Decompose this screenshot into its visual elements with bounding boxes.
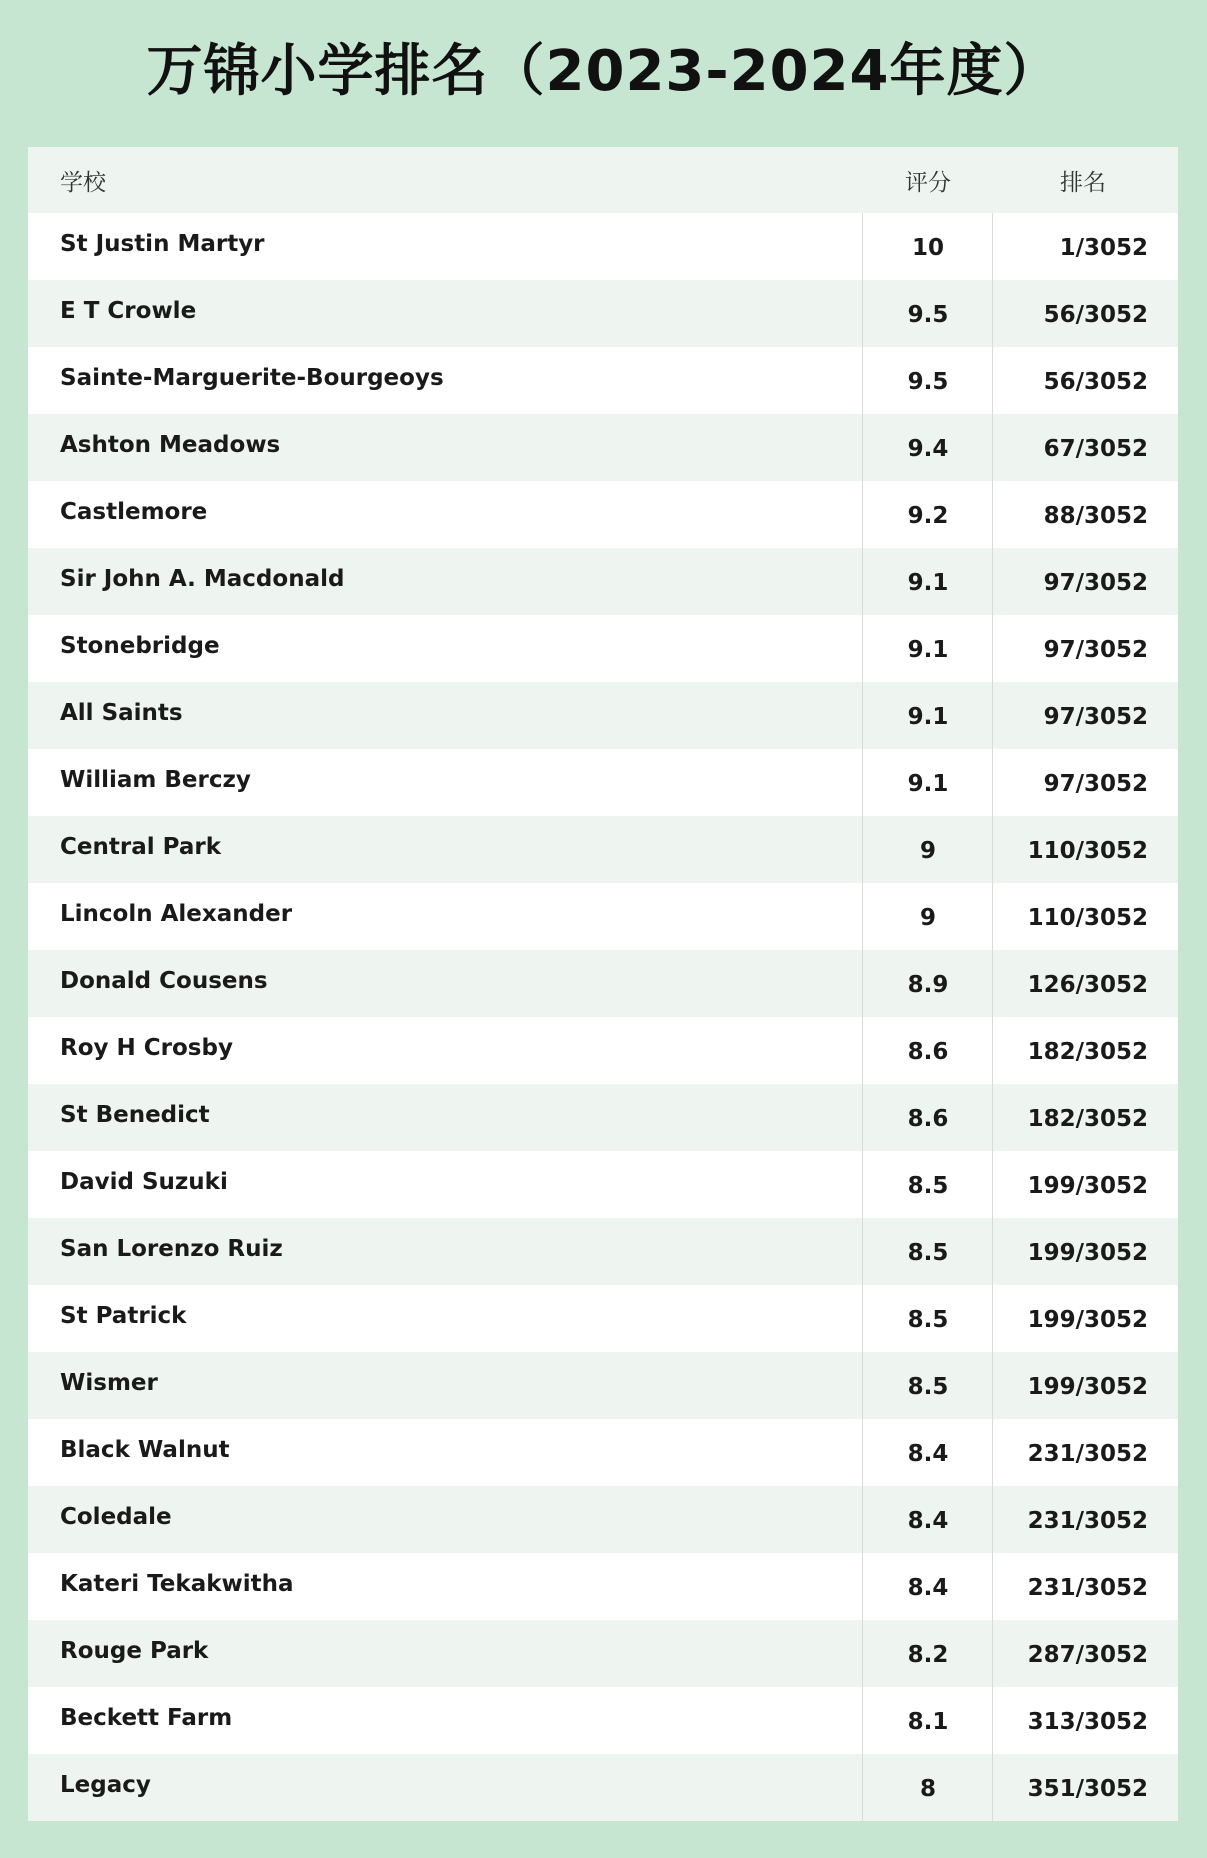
school-rank: 199/3052 (1027, 1374, 1148, 1400)
school-rank: 97/3052 (1043, 570, 1148, 596)
table-row (28, 414, 1178, 481)
school-score: 9.1 (907, 704, 949, 730)
table-row (28, 1084, 1178, 1151)
school-score: 8.5 (907, 1307, 949, 1333)
school-rank: 88/3052 (1043, 503, 1148, 529)
school-rank: 199/3052 (1027, 1173, 1148, 1199)
table-row (28, 548, 1178, 615)
school-name: St Benedict (60, 1102, 210, 1128)
header-score: 评分 (905, 169, 951, 196)
table-row (28, 682, 1178, 749)
school-name: Stonebridge (60, 633, 220, 659)
table-row (28, 347, 1178, 414)
table-row (28, 816, 1178, 883)
school-name: Ashton Meadows (60, 432, 281, 458)
school-score: 9 (919, 905, 936, 931)
table-row (28, 1419, 1178, 1486)
table-row (28, 1017, 1178, 1084)
school-score: 8.5 (907, 1374, 949, 1400)
school-score: 8.4 (907, 1441, 949, 1467)
school-name: Sainte-Marguerite-Bourgeoys (60, 365, 444, 391)
school-rank: 199/3052 (1027, 1240, 1148, 1266)
school-name: Wismer (60, 1370, 158, 1396)
school-rank: 67/3052 (1043, 436, 1148, 462)
school-name: St Patrick (60, 1303, 187, 1329)
table-row (28, 883, 1178, 950)
school-score: 10 (911, 235, 944, 261)
school-rank: 231/3052 (1027, 1575, 1148, 1601)
school-score: 8.5 (907, 1173, 949, 1199)
table-row (28, 1620, 1178, 1687)
table-row (28, 213, 1178, 280)
school-score: 9.1 (907, 637, 949, 663)
column-divider (992, 213, 993, 1821)
header-rank: 排名 (1060, 169, 1106, 196)
table-row (28, 1687, 1178, 1754)
table-row (28, 1352, 1178, 1419)
table-row (28, 950, 1178, 1017)
school-name: Lincoln Alexander (60, 901, 293, 927)
school-score: 9.1 (907, 570, 949, 596)
school-name: St Justin Martyr (60, 231, 265, 257)
school-name: Donald Cousens (60, 968, 268, 994)
school-rank: 182/3052 (1027, 1039, 1148, 1065)
school-rank: 199/3052 (1027, 1307, 1148, 1333)
school-name: Rouge Park (60, 1638, 209, 1664)
school-score: 8.1 (907, 1709, 949, 1735)
school-name: Beckett Farm (60, 1705, 233, 1731)
school-rank: 182/3052 (1027, 1106, 1148, 1132)
ranking-table (28, 147, 1178, 1821)
school-score: 8.4 (907, 1508, 949, 1534)
school-name: David Suzuki (60, 1169, 228, 1195)
school-name: Central Park (60, 834, 221, 860)
school-rank: 126/3052 (1027, 972, 1148, 998)
school-rank: 313/3052 (1027, 1709, 1148, 1735)
school-rank: 97/3052 (1043, 637, 1148, 663)
table-row (28, 615, 1178, 682)
school-score: 9.2 (907, 503, 949, 529)
school-score: 9.1 (907, 771, 949, 797)
school-name: Roy H Crosby (60, 1035, 233, 1061)
school-name: Coledale (60, 1504, 172, 1530)
school-name: San Lorenzo Ruiz (60, 1236, 283, 1262)
school-score: 8.2 (907, 1642, 949, 1668)
school-score: 8.9 (907, 972, 949, 998)
table-row (28, 1553, 1178, 1620)
school-rank: 231/3052 (1027, 1441, 1148, 1467)
school-rank: 56/3052 (1043, 369, 1148, 395)
table-row (28, 749, 1178, 816)
school-score: 8.6 (907, 1106, 949, 1132)
school-score: 9.4 (907, 436, 949, 462)
table-row (28, 1754, 1178, 1821)
table-row (28, 1151, 1178, 1218)
school-name: William Berczy (60, 767, 251, 793)
table-header-row (28, 147, 1178, 213)
school-rank: 287/3052 (1027, 1642, 1148, 1668)
school-name: Kateri Tekakwitha (60, 1571, 294, 1597)
school-score: 9 (919, 838, 936, 864)
school-score: 8.5 (907, 1240, 949, 1266)
school-name: Black Walnut (60, 1437, 230, 1463)
school-name: Castlemore (60, 499, 208, 525)
table-row (28, 1486, 1178, 1553)
header-school: 学校 (60, 169, 106, 196)
school-score: 8.6 (907, 1039, 949, 1065)
table-row (28, 280, 1178, 347)
school-rank: 97/3052 (1043, 771, 1148, 797)
school-score: 8 (919, 1776, 936, 1802)
school-rank: 110/3052 (1027, 838, 1148, 864)
school-rank: 231/3052 (1027, 1508, 1148, 1534)
table-row (28, 481, 1178, 548)
school-name: All Saints (60, 700, 183, 726)
school-rank: 1/3052 (1059, 235, 1148, 261)
school-score: 9.5 (907, 302, 949, 328)
page-title: 万锦小学排名（2023-2024年度） (146, 39, 1061, 104)
school-rank: 351/3052 (1027, 1776, 1148, 1802)
school-name: Sir John A. Macdonald (60, 566, 345, 592)
table-row (28, 1285, 1178, 1352)
school-name: E T Crowle (60, 298, 197, 324)
school-rank: 56/3052 (1043, 302, 1148, 328)
school-name: Legacy (60, 1772, 151, 1798)
school-rank: 97/3052 (1043, 704, 1148, 730)
table-body (28, 213, 1178, 1821)
school-score: 8.4 (907, 1575, 949, 1601)
school-score: 9.5 (907, 369, 949, 395)
table-row (28, 1218, 1178, 1285)
school-rank: 110/3052 (1027, 905, 1148, 931)
column-divider (862, 213, 863, 1821)
